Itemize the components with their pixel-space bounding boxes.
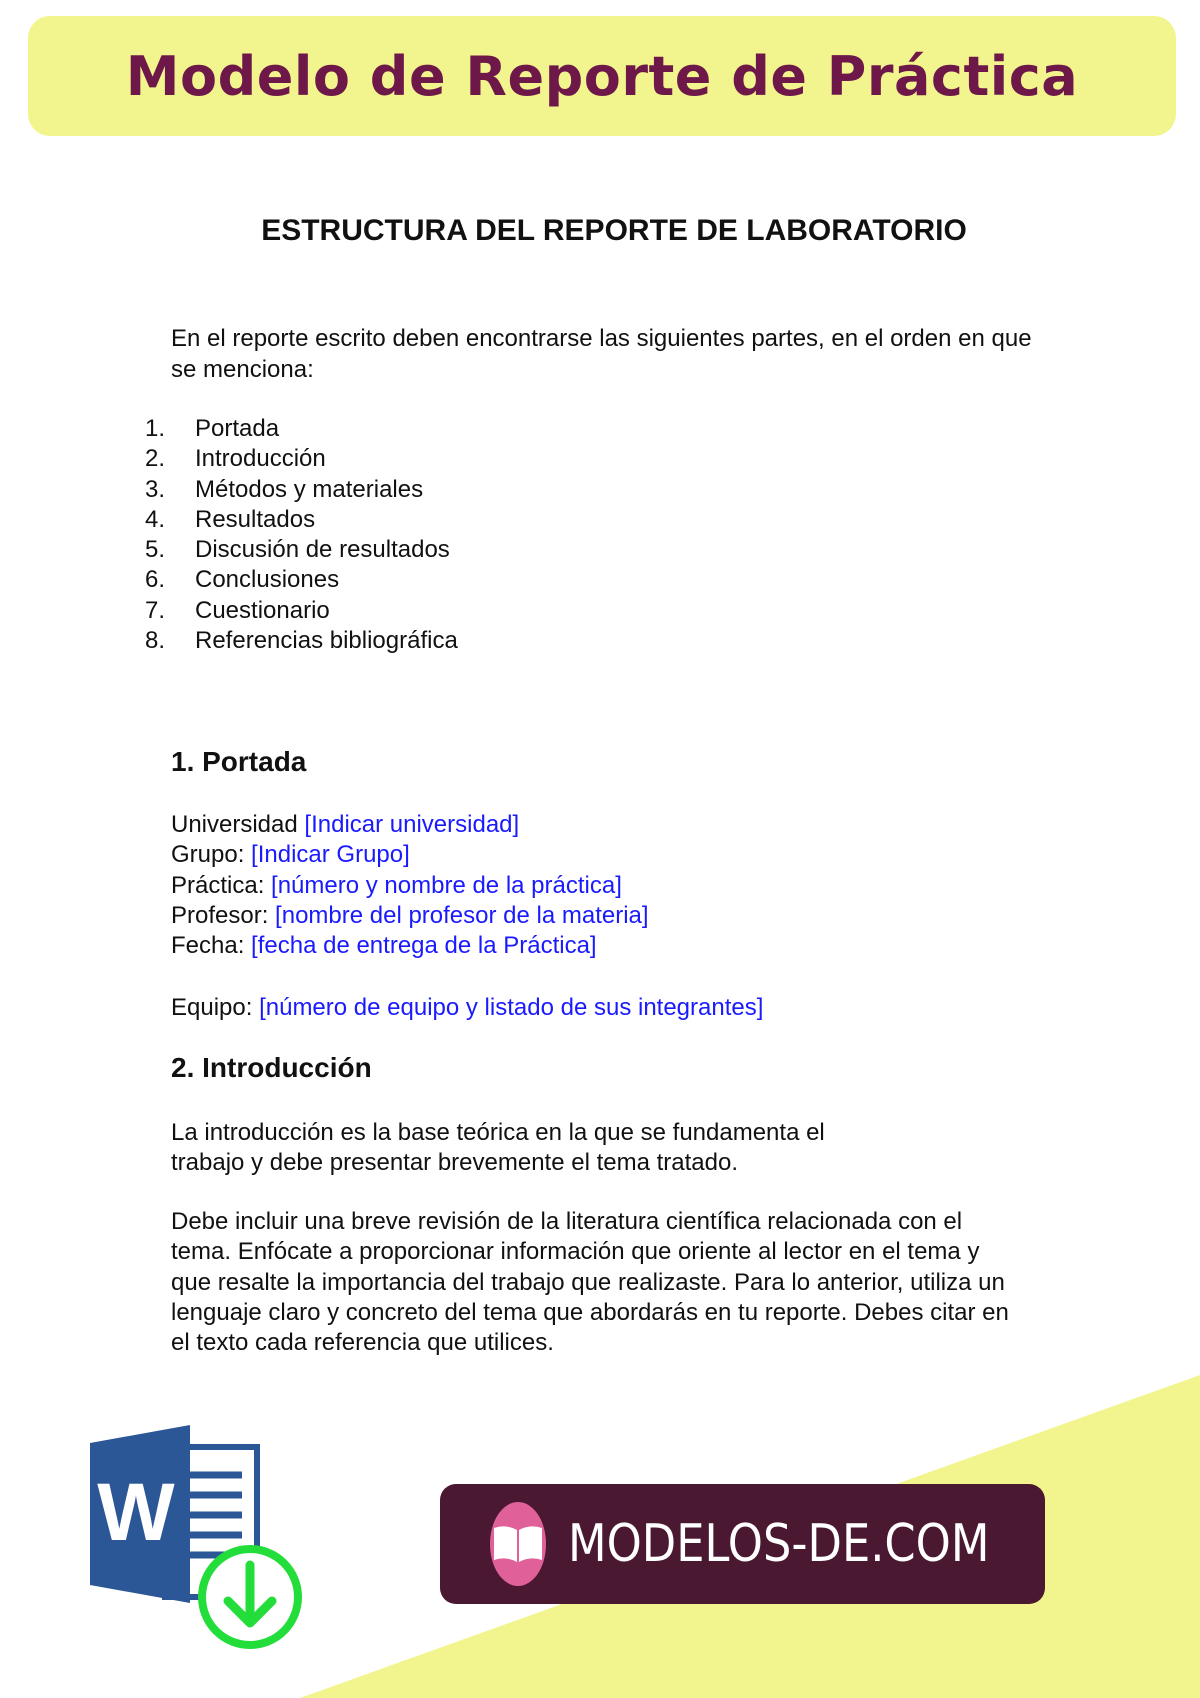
brand-name: MODELOS-DE.COM — [568, 1514, 990, 1574]
list-number: 8. — [145, 627, 166, 655]
field-label: Equipo: — [171, 994, 260, 1021]
list-number: 5. — [145, 536, 166, 564]
brand-banner[interactable] — [440, 1484, 1045, 1604]
intro-paragraph: En el reporte escrito deben encontrarse las siguientes partes, en el orden en que se menciona: — [171, 325, 1032, 383]
field-label: Fecha: — [171, 932, 252, 960]
book-icon — [490, 1502, 546, 1586]
list-item — [145, 626, 458, 656]
list-item — [145, 535, 458, 565]
list-number: 1. — [145, 415, 166, 442]
section-heading-portada: 1. Portada — [171, 746, 307, 777]
field-placeholder: [número de equipo y listado de sus integrantes] — [259, 994, 764, 1021]
word-letter: W — [97, 1467, 175, 1558]
list-item — [145, 505, 458, 535]
field-placeholder: [número y nombre de la práctica] — [271, 871, 622, 899]
field-label: Grupo: — [171, 841, 252, 869]
list-number: 2. — [145, 445, 166, 473]
field-placeholder: [Indicar universidad] — [304, 811, 520, 838]
page-title: Modelo de Reporte de Práctica — [125, 44, 1079, 108]
list-label: Cuestionario — [195, 596, 330, 624]
document-heading: ESTRUCTURA DEL REPORTE DE LABORATORIO — [261, 214, 967, 247]
portada-fields — [171, 810, 649, 961]
field-row-fecha — [171, 931, 649, 961]
list-number: 7. — [145, 596, 166, 624]
list-number: 4. — [145, 505, 166, 533]
list-label: Introducción — [195, 445, 326, 473]
field-placeholder: [nombre del profesor de la materia] — [275, 901, 649, 929]
field-row-grupo — [171, 840, 649, 870]
list-label: Resultados — [195, 505, 316, 533]
field-row-practica — [171, 871, 649, 901]
list-number: 6. — [145, 566, 166, 594]
field-row-universidad — [171, 810, 649, 840]
list-item — [145, 414, 458, 444]
section-heading-introduccion: 2. Introducción — [171, 1052, 372, 1083]
structure-list — [145, 414, 458, 656]
title-banner — [28, 16, 1176, 136]
intro-body-paragraph-1: La introducción es la base teórica en la que se fundamenta el trabajo y debe presentar brevemente el tema tratado. — [171, 1119, 825, 1177]
list-label: Referencias bibliográfica — [195, 627, 458, 655]
list-label: Portada — [195, 415, 280, 442]
list-label: Conclusiones — [195, 566, 340, 594]
field-label: Universidad — [171, 811, 305, 838]
field-row-profesor — [171, 901, 649, 931]
list-item — [145, 565, 458, 595]
intro-body-paragraph-2: Debe incluir una breve revisión de la literatura científica relacionada con el tema. Enfócate a proporcionar información que oriente al lector en el tema y que resalte la importancia del trabajo que realizaste. Para lo anterior, utiliza un lenguaje claro y concreto del tema que abordarás en tu reporte. Debes citar en el texto cada referencia que utilices. — [171, 1208, 1009, 1357]
list-number: 3. — [145, 475, 166, 503]
field-label: Profesor: — [171, 901, 276, 929]
list-item — [145, 444, 458, 474]
field-placeholder: [fecha de entrega de la Práctica] — [251, 932, 597, 960]
list-item — [145, 475, 458, 505]
list-label: Discusión de resultados — [195, 536, 450, 564]
field-label: Práctica: — [171, 871, 272, 899]
word-download-icon[interactable] — [90, 1425, 305, 1655]
list-item — [145, 596, 458, 626]
field-row-equipo — [171, 993, 763, 1023]
field-placeholder: [Indicar Grupo] — [251, 841, 410, 869]
list-label: Métodos y materiales — [195, 475, 424, 503]
